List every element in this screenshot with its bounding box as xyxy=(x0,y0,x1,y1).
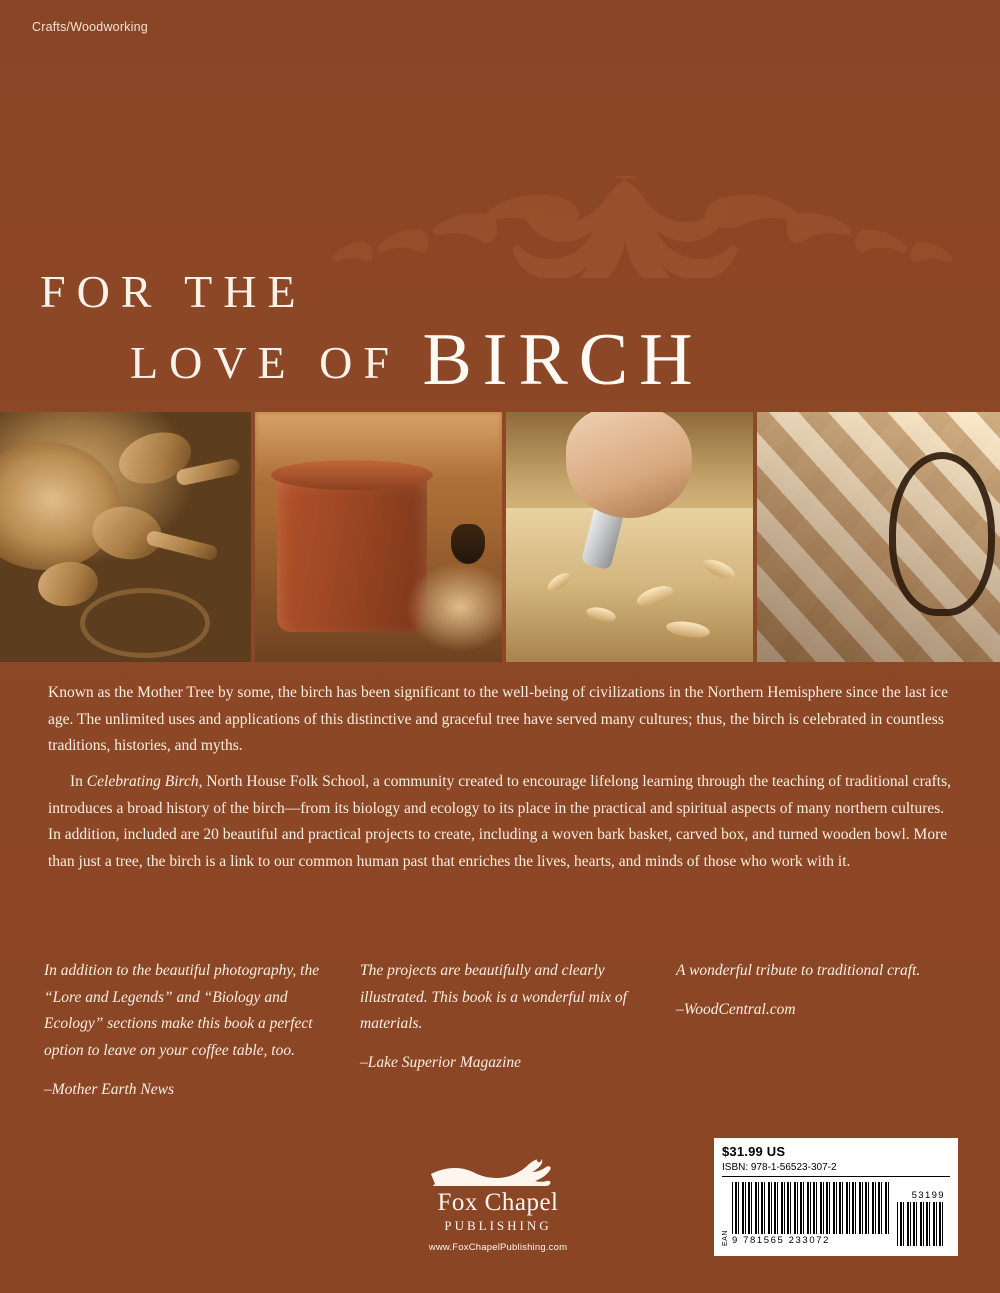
book-title xyxy=(0,268,1000,400)
wood-board-shape xyxy=(506,508,753,662)
barcode-number: 9 781565 233072 xyxy=(732,1235,830,1246)
category-line: Crafts/Woodworking xyxy=(32,20,148,34)
review-blurbs xyxy=(44,958,956,1103)
blurb-quote: In addition to the beautiful photography, the “Lore and Legends” and “Biology and Ecology” sections make this book a perfect option to leave on your coffee table, too. xyxy=(44,962,320,1059)
barcode-addon-bars xyxy=(897,1202,945,1246)
blurb-attribution: –Lake Superior Magazine xyxy=(360,1053,522,1071)
photo-hand-carving-with-knife xyxy=(506,412,753,662)
publisher-url[interactable]: www.FoxChapelPublishing.com xyxy=(428,1242,568,1254)
description-paragraph-2 xyxy=(48,769,956,876)
barcode-row xyxy=(722,1182,950,1246)
barcode-bars xyxy=(732,1182,890,1234)
decorative-flourish-icon xyxy=(272,168,1000,278)
barcode-addon xyxy=(897,1190,945,1246)
cord-shape xyxy=(80,588,210,658)
blurb-item xyxy=(360,958,640,1103)
turned-knob-shape xyxy=(451,524,485,564)
description-paragraph-1: Known as the Mother Tree by some, the birch has been significant to the well-being of civilizations in the Northern Hemisphere since the last ice age. The unlimited uses and applications of this distinctive and graceful tree have served many cultures; thus, the birch is celebrated in countless traditions, histories, and myths. xyxy=(48,684,949,755)
blurb-item xyxy=(44,958,324,1103)
blurb-quote: A wonderful tribute to traditional craft. xyxy=(676,962,921,979)
blurb-item xyxy=(676,958,956,1103)
ean-barcode xyxy=(732,1182,890,1246)
barcode-addon-number: 53199 xyxy=(911,1190,945,1201)
photo-glow xyxy=(405,562,502,652)
ean-label: EAN xyxy=(722,1230,729,1246)
hand-shape xyxy=(566,412,692,518)
blurb-quote: The projects are beautifully and clearly illustrated. This book is a wonderful mix of materials. xyxy=(360,962,627,1033)
box-lid-shape xyxy=(271,460,433,490)
publisher-subtitle: PUBLISHING xyxy=(444,1218,552,1234)
blurb-attribution: –WoodCentral.com xyxy=(676,1000,796,1018)
paragraph-2-pre: In xyxy=(70,772,87,790)
publisher-logo xyxy=(398,1140,598,1253)
fox-icon xyxy=(423,1140,573,1186)
barcode-block xyxy=(714,1138,958,1256)
title-line-2 xyxy=(130,319,1000,402)
photo-bentwood-birch-box xyxy=(255,412,502,662)
bowl-shape xyxy=(0,442,120,570)
leather-strap-shape xyxy=(889,452,995,616)
book-title-mention: Celebrating Birch xyxy=(86,772,199,790)
isbn-label: ISBN: 978-1-56523-307-2 xyxy=(722,1162,950,1177)
publisher-name: Fox Chapel xyxy=(437,1189,559,1216)
title-line-2-big: BIRCH xyxy=(422,319,704,402)
price-label: $31.99 US xyxy=(722,1144,786,1159)
description-text xyxy=(48,680,956,876)
photo-carved-bowls-and-spoons xyxy=(0,412,251,662)
spoon-handle-shape xyxy=(145,530,218,562)
blurb-attribution: –Mother Earth News xyxy=(44,1080,175,1098)
title-line-2-small: LOVE OF xyxy=(130,337,400,389)
photo-strip xyxy=(0,412,1000,662)
photo-woven-birch-bark-basket xyxy=(757,412,1000,662)
title-line-1: FOR THE xyxy=(40,266,307,317)
paragraph-2-post: , North House Folk School, a community created to encourage lifelong learning through the teaching of traditional crafts, introduces a broad history of the birch—from its biology and ecology to its place in the practical and spiritual aspects of many northern cultures. In addition, included are 20 beautiful and practical projects to create, including a woven bark basket, carved box, and turned wooden bowl. More than just a tree, the birch is a link to our common human past that enriches the lives, hearts, and minds of those who work with it. xyxy=(48,772,951,870)
